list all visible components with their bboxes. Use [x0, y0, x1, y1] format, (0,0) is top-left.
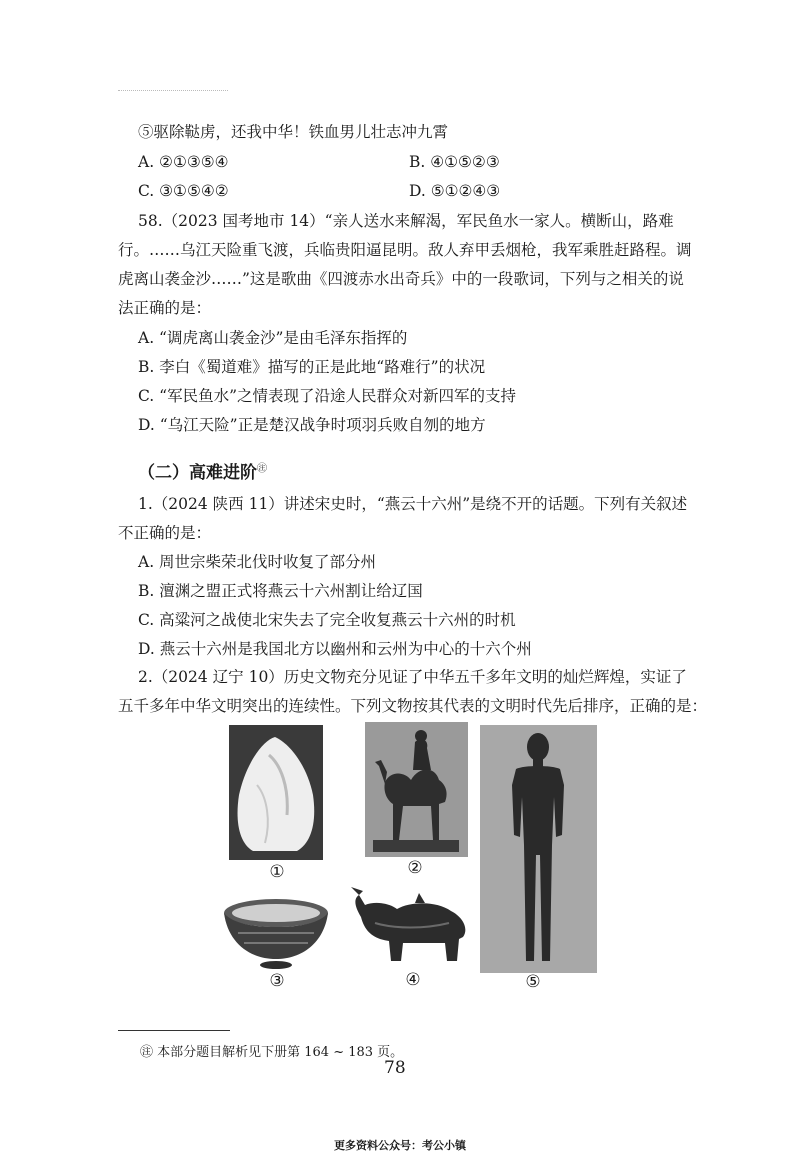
q1-option-d: D. 燕云十六州是我国北方以幽州和云州为中心的十六个州 — [138, 640, 532, 658]
q2-line-1: 2.（2024 辽宁 10）历史文物充分见证了中华五千多年文明的灿烂辉煌，实证了 — [138, 668, 687, 686]
artifact-1-image — [229, 725, 323, 860]
artifact-5-image — [480, 725, 597, 973]
footnote: ㊟ 本部分题目解析见下册第 164 ~ 183 页。 — [140, 1045, 404, 1060]
artifact-4-image — [345, 883, 473, 968]
caption-2: ② — [407, 858, 423, 878]
q58-option-a: A. “调虎离山袭金沙”是由毛泽东指挥的 — [138, 329, 408, 347]
caption-3: ③ — [269, 971, 285, 991]
section-title-text: （二）高难进阶 — [138, 463, 257, 483]
q1-line-2: 不正确的是： — [118, 524, 212, 542]
watermark: 更多资料公众号：考公小镇 — [334, 1139, 466, 1152]
q58-line-2: 行。……乌江天险重飞渡，兵临贵阳逼昆明。敌人弃甲丢烟枪，我军乘胜赶路程。调 — [118, 241, 692, 259]
caption-4: ④ — [405, 970, 421, 990]
q57-option-b: B. ④①⑤②③ — [409, 153, 500, 171]
q1-line-1: 1.（2024 陕西 11）讲述宋史时，“燕云十六州”是绕不开的话题。下列有关叙述 — [138, 495, 688, 513]
header-dots — [118, 90, 228, 93]
q1-option-a: A. 周世宗柴荣北伐时收复了部分州 — [138, 553, 377, 571]
artifact-5-bronze-figure-icon — [480, 725, 597, 973]
artifact-3-image — [220, 893, 332, 971]
q58-line-1: 58.（2023 国考地市 14）“亲人送水来解渴，军民鱼水一家人。横断山，路难 — [138, 212, 674, 230]
artifact-3-bowl-icon — [220, 893, 332, 971]
q57-option-a: A. ②①③⑤④ — [138, 153, 229, 171]
caption-1: ① — [269, 862, 285, 882]
artifact-2-image — [365, 722, 468, 857]
artifact-4-rhino-vessel-icon — [345, 883, 473, 968]
q58-line-3: 虎离山袭金沙……”这是歌曲《四渡赤水出奇兵》中的一段歌词，下列与之相关的说 — [118, 270, 684, 288]
section-title — [138, 458, 267, 483]
footnote-rule — [118, 1030, 230, 1031]
q57-option-c: C. ③①⑤④② — [138, 182, 229, 200]
q1-option-b: B. 澶渊之盟正式将燕云十六州割让给辽国 — [138, 582, 423, 600]
q58-option-d: D. “乌江天险”正是楚汉战争时项羽兵败自刎的地方 — [138, 416, 486, 434]
q58-option-b: B. 李白《蜀道难》描写的正是此地“路难行”的状况 — [138, 358, 486, 376]
q2-line-2: 五千多年中华文明突出的连续性。下列文物按其代表的文明时代先后排序，正确的是： — [118, 697, 708, 715]
q57-option-d: D. ⑤①②④③ — [409, 182, 501, 200]
q58-option-c: C. “军民鱼水”之情表现了沿途人民群众对新四军的支持 — [138, 387, 517, 405]
artifact-2-camel-figurine-icon — [365, 722, 468, 857]
caption-5: ⑤ — [525, 972, 541, 992]
artifact-1-jade-icon — [229, 725, 323, 860]
q58-line-4: 法正确的是： — [118, 299, 212, 317]
q57-item-5: ⑤驱除鞑虏，还我中华！铁血男儿壮志冲九霄 — [138, 123, 449, 141]
q1-option-c: C. 高粱河之战使北宋失去了完全收复燕云十六州的时机 — [138, 611, 516, 629]
page-number: 78 — [384, 1058, 406, 1078]
section-note-icon: ㊟ — [257, 463, 267, 475]
